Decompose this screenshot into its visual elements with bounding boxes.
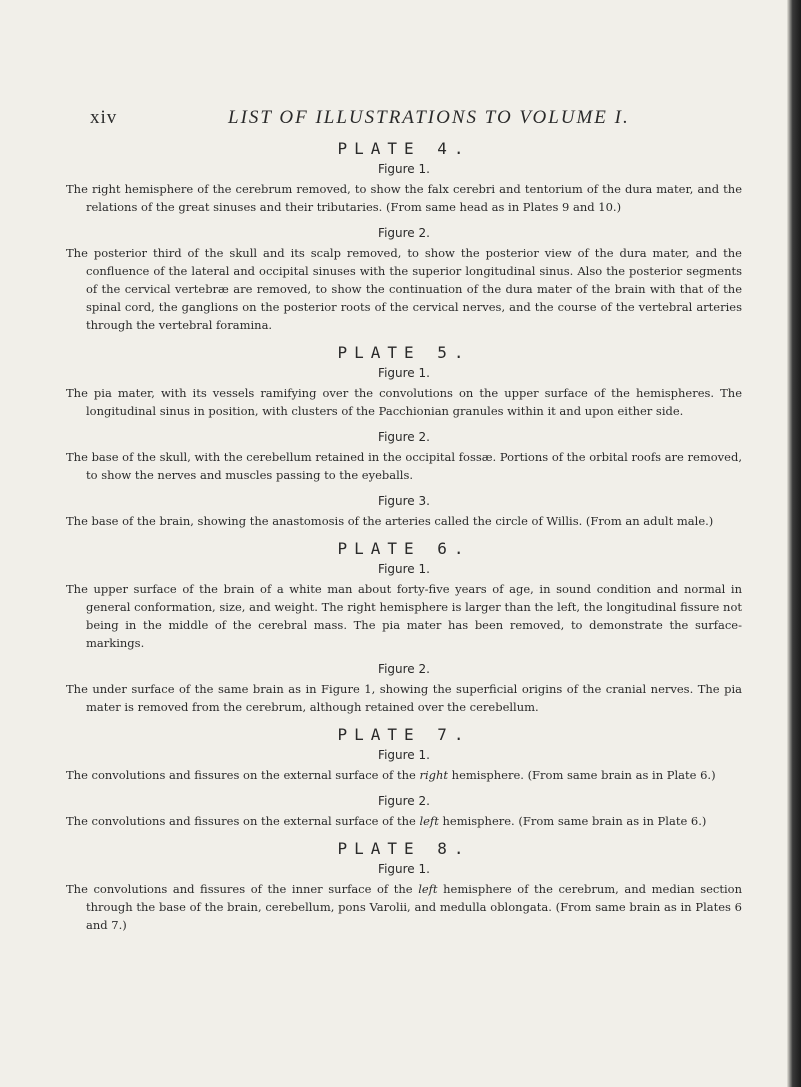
- description-text: The convolutions and fissures on the external surface of the: [66, 814, 420, 828]
- figure-description: [66, 384, 742, 420]
- page-header: [0, 107, 801, 133]
- figure-label: Figure 1.: [378, 366, 430, 380]
- figure-description: [66, 580, 742, 652]
- figure-label: Figure 1.: [378, 162, 430, 176]
- running-title: LIST OF ILLUSTRATIONS TO VOLUME I.: [228, 107, 630, 128]
- figure-label: Figure 2.: [378, 662, 430, 676]
- description-text: The convolutions and fissures of the inner surface of the: [66, 882, 419, 896]
- figure-label: Figure 3.: [378, 494, 430, 508]
- figure-label: Figure 2.: [378, 794, 430, 808]
- description-text: The under surface of the same brain as in Figure 1, showing the superficial origins of the cranial nerves. The pia mater is removed from the cerebrum, although retained over the cerebellum.: [66, 682, 742, 714]
- description-text: The convolutions and fissures on the external surface of the: [66, 768, 420, 782]
- figure-label: Figure 1.: [378, 562, 430, 576]
- plate-heading: PLATE 5.: [337, 343, 471, 362]
- figure-description: [66, 512, 742, 530]
- figure-description: [66, 448, 742, 484]
- figure-description: [66, 180, 742, 216]
- emphasis-text: right: [419, 768, 449, 782]
- description-text: The right hemisphere of the cerebrum removed, to show the falx cerebri and tentorium of the dura mater, and the relations of the great sinuses and their tributaries. (From same head as in Plates 9 and 10.): [66, 182, 742, 214]
- figure-description: [66, 880, 742, 934]
- description-text: hemisphere. (From same brain as in Plate 6.): [448, 768, 716, 782]
- description-text: The posterior third of the skull and its scalp removed, to show the posterior view of the dura mater, and the confluence of the lateral and occipital sinuses with the superior longitudinal sinus. Also the posterior segments of the cervical vertebræ are removed, to show the continuation of the dura mater of the brain with that of the spinal cord, the ganglions on the posterior roots of the cervical nerves, and the course of the vertebral arteries through the vertebral foramina.: [66, 246, 742, 332]
- description-text: The pia mater, with its vessels ramifying over the convolutions on the upper surface of the hemispheres. The longitudinal sinus in position, with clusters of the Pacchionian granules within it and upon either side.: [66, 386, 742, 418]
- description-text: The upper surface of the brain of a white man about forty-five years of age, in sound condition and normal in general conformation, size, and weight. The right hemisphere is larger than the left, the longitudinal fissure not being in the middle of the cerebral mass. The pia mater has been removed, to demonstrate the surface-markings.: [66, 582, 742, 650]
- figure-description: [66, 244, 742, 334]
- plate-heading: PLATE 4.: [337, 139, 471, 158]
- figure-description: [66, 766, 742, 784]
- figure-label: Figure 2.: [378, 430, 430, 444]
- illustrations-list: [66, 138, 742, 942]
- figure-label: Figure 2.: [378, 226, 430, 240]
- page-edge: [787, 0, 801, 1087]
- description-text: The base of the skull, with the cerebellum retained in the occipital fossæ. Portions of the orbital roofs are removed, to show the nerves and muscles passing to the eyeballs.: [66, 450, 742, 482]
- page-number: xiv: [90, 107, 118, 128]
- description-text: The base of the brain, showing the anastomosis of the arteries called the circle of Willis. (From an adult male.): [66, 514, 714, 528]
- figure-label: Figure 1.: [378, 862, 430, 876]
- plate-heading: PLATE 8.: [337, 839, 471, 858]
- emphasis-text: left: [419, 814, 439, 828]
- plate-heading: PLATE 6.: [337, 539, 471, 558]
- plate-heading: PLATE 7.: [337, 725, 471, 744]
- emphasis-text: left: [418, 882, 438, 896]
- description-text: hemisphere of the cerebrum, and median section through the base of the brain, cerebellum, pons Varolii, and medulla oblongata. (From same brain as in Plates 6 and 7.): [86, 882, 742, 932]
- figure-description: [66, 812, 742, 830]
- description-text: hemisphere. (From same brain as in Plate 6.): [438, 814, 707, 828]
- figure-label: Figure 1.: [378, 748, 430, 762]
- figure-description: [66, 680, 742, 716]
